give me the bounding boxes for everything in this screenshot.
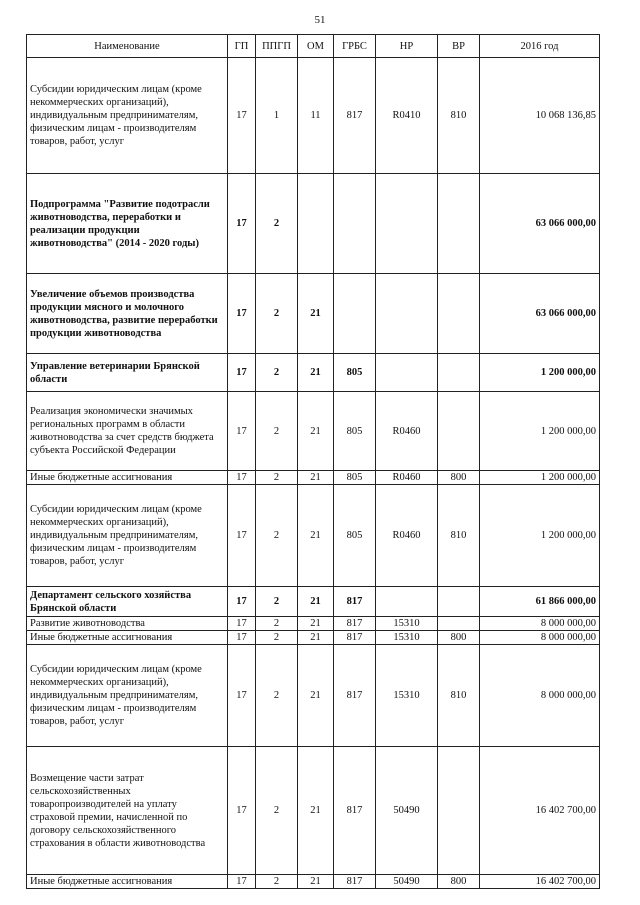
budget-table xyxy=(26,34,600,889)
cell-grbs: 817 xyxy=(334,875,376,889)
cell-amount: 8 000 000,00 xyxy=(480,617,600,631)
cell-nr xyxy=(376,174,438,274)
header-vr: ВР xyxy=(438,35,480,58)
cell-grbs: 817 xyxy=(334,587,376,617)
cell-om: 21 xyxy=(298,645,334,747)
cell-nr: R0410 xyxy=(376,58,438,174)
cell-amount: 61 866 000,00 xyxy=(480,587,600,617)
cell-grbs: 817 xyxy=(334,631,376,645)
cell-om xyxy=(298,174,334,274)
cell-name: Иные бюджетные ассигнования xyxy=(27,471,228,485)
cell-grbs: 817 xyxy=(334,645,376,747)
cell-om: 21 xyxy=(298,875,334,889)
cell-ppgp: 1 xyxy=(256,58,298,174)
cell-vr xyxy=(438,587,480,617)
header-ppgp: ППГП xyxy=(256,35,298,58)
table-row xyxy=(27,645,600,747)
header-gp: ГП xyxy=(228,35,256,58)
cell-nr xyxy=(376,587,438,617)
table-row xyxy=(27,631,600,645)
table-row xyxy=(27,617,600,631)
cell-name: Развитие животноводства xyxy=(27,617,228,631)
cell-name: Подпрограмма "Развитие подотрасли животноводства, переработки и реализации продукции животноводства" (2014 - 2020 годы) xyxy=(27,174,228,274)
table-row xyxy=(27,354,600,392)
table-row xyxy=(27,587,600,617)
cell-ppgp: 2 xyxy=(256,617,298,631)
cell-nr xyxy=(376,354,438,392)
header-amount: 2016 год xyxy=(480,35,600,58)
cell-vr xyxy=(438,174,480,274)
cell-amount: 8 000 000,00 xyxy=(480,631,600,645)
cell-nr xyxy=(376,274,438,354)
cell-om: 21 xyxy=(298,274,334,354)
cell-vr: 800 xyxy=(438,471,480,485)
cell-amount: 10 068 136,85 xyxy=(480,58,600,174)
cell-gp: 17 xyxy=(228,274,256,354)
cell-amount: 63 066 000,00 xyxy=(480,274,600,354)
cell-ppgp: 2 xyxy=(256,875,298,889)
table-row xyxy=(27,471,600,485)
cell-gp: 17 xyxy=(228,174,256,274)
cell-gp: 17 xyxy=(228,587,256,617)
cell-vr: 800 xyxy=(438,875,480,889)
cell-ppgp: 2 xyxy=(256,485,298,587)
cell-grbs: 817 xyxy=(334,58,376,174)
cell-name: Субсидии юридическим лицам (кроме некоммерческих организаций), индивидуальным предпринимателям, физическим лицам - производителям товаров, работ, услуг xyxy=(27,485,228,587)
cell-nr: R0460 xyxy=(376,392,438,471)
cell-vr xyxy=(438,392,480,471)
cell-amount: 16 402 700,00 xyxy=(480,875,600,889)
cell-vr xyxy=(438,354,480,392)
cell-nr: 50490 xyxy=(376,747,438,875)
table-row xyxy=(27,392,600,471)
cell-ppgp: 2 xyxy=(256,645,298,747)
table-row xyxy=(27,747,600,875)
cell-ppgp: 2 xyxy=(256,471,298,485)
cell-gp: 17 xyxy=(228,392,256,471)
cell-om: 21 xyxy=(298,485,334,587)
cell-name: Возмещение части затрат сельскохозяйственных товаропроизводителей на уплату страховой премии, начисленной по договору сельскохозяйственного страхования в области животноводства xyxy=(27,747,228,875)
table-row xyxy=(27,58,600,174)
cell-gp: 17 xyxy=(228,471,256,485)
header-name: Наименование xyxy=(27,35,228,58)
table-row xyxy=(27,485,600,587)
cell-om: 21 xyxy=(298,354,334,392)
cell-ppgp: 2 xyxy=(256,354,298,392)
cell-grbs xyxy=(334,174,376,274)
cell-amount: 63 066 000,00 xyxy=(480,174,600,274)
header-nr: НР xyxy=(376,35,438,58)
cell-ppgp: 2 xyxy=(256,587,298,617)
table-row xyxy=(27,274,600,354)
cell-vr xyxy=(438,274,480,354)
cell-om: 11 xyxy=(298,58,334,174)
cell-om: 21 xyxy=(298,471,334,485)
cell-gp: 17 xyxy=(228,631,256,645)
cell-grbs: 805 xyxy=(334,471,376,485)
header-grbs: ГРБС xyxy=(334,35,376,58)
cell-vr: 810 xyxy=(438,485,480,587)
table-row xyxy=(27,875,600,889)
cell-grbs: 805 xyxy=(334,392,376,471)
cell-vr xyxy=(438,617,480,631)
cell-vr: 810 xyxy=(438,645,480,747)
cell-name: Субсидии юридическим лицам (кроме некоммерческих организаций), индивидуальным предпринимателям, физическим лицам - производителям товаров, работ, услуг xyxy=(27,58,228,174)
cell-gp: 17 xyxy=(228,485,256,587)
cell-ppgp: 2 xyxy=(256,631,298,645)
cell-name: Департамент сельского хозяйства Брянской области xyxy=(27,587,228,617)
cell-om: 21 xyxy=(298,587,334,617)
cell-gp: 17 xyxy=(228,875,256,889)
cell-gp: 17 xyxy=(228,58,256,174)
cell-om: 21 xyxy=(298,631,334,645)
cell-om: 21 xyxy=(298,617,334,631)
cell-grbs: 817 xyxy=(334,747,376,875)
cell-vr xyxy=(438,747,480,875)
cell-amount: 16 402 700,00 xyxy=(480,747,600,875)
cell-om: 21 xyxy=(298,392,334,471)
cell-amount: 1 200 000,00 xyxy=(480,392,600,471)
cell-amount: 1 200 000,00 xyxy=(480,471,600,485)
cell-ppgp: 2 xyxy=(256,274,298,354)
cell-grbs: 805 xyxy=(334,354,376,392)
cell-gp: 17 xyxy=(228,747,256,875)
cell-grbs xyxy=(334,274,376,354)
cell-nr: 15310 xyxy=(376,645,438,747)
cell-om: 21 xyxy=(298,747,334,875)
cell-grbs: 817 xyxy=(334,617,376,631)
cell-name: Управление ветеринарии Брянской области xyxy=(27,354,228,392)
page-number: 51 xyxy=(314,14,326,26)
cell-vr: 800 xyxy=(438,631,480,645)
table-row xyxy=(27,174,600,274)
cell-nr: 15310 xyxy=(376,631,438,645)
cell-nr: R0460 xyxy=(376,471,438,485)
cell-ppgp: 2 xyxy=(256,747,298,875)
cell-gp: 17 xyxy=(228,617,256,631)
cell-name: Увеличение объемов производства продукции мясного и молочного животноводства, развитие переработки продукции животноводства xyxy=(27,274,228,354)
cell-name: Иные бюджетные ассигнования xyxy=(27,631,228,645)
cell-amount: 1 200 000,00 xyxy=(480,485,600,587)
cell-name: Субсидии юридическим лицам (кроме некоммерческих организаций), индивидуальным предпринимателям, физическим лицам - производителям товаров, работ, услуг xyxy=(27,645,228,747)
header-row xyxy=(27,35,600,58)
cell-name: Иные бюджетные ассигнования xyxy=(27,875,228,889)
header-om: ОМ xyxy=(298,35,334,58)
cell-nr: R0460 xyxy=(376,485,438,587)
cell-vr: 810 xyxy=(438,58,480,174)
cell-nr: 50490 xyxy=(376,875,438,889)
cell-ppgp: 2 xyxy=(256,174,298,274)
cell-amount: 8 000 000,00 xyxy=(480,645,600,747)
cell-nr: 15310 xyxy=(376,617,438,631)
cell-amount: 1 200 000,00 xyxy=(480,354,600,392)
cell-grbs: 805 xyxy=(334,485,376,587)
cell-gp: 17 xyxy=(228,645,256,747)
cell-name: Реализация экономически значимых региональных программ в области животноводства за счет средств бюджета субъекта Российской Федерации xyxy=(27,392,228,471)
cell-gp: 17 xyxy=(228,354,256,392)
cell-ppgp: 2 xyxy=(256,392,298,471)
